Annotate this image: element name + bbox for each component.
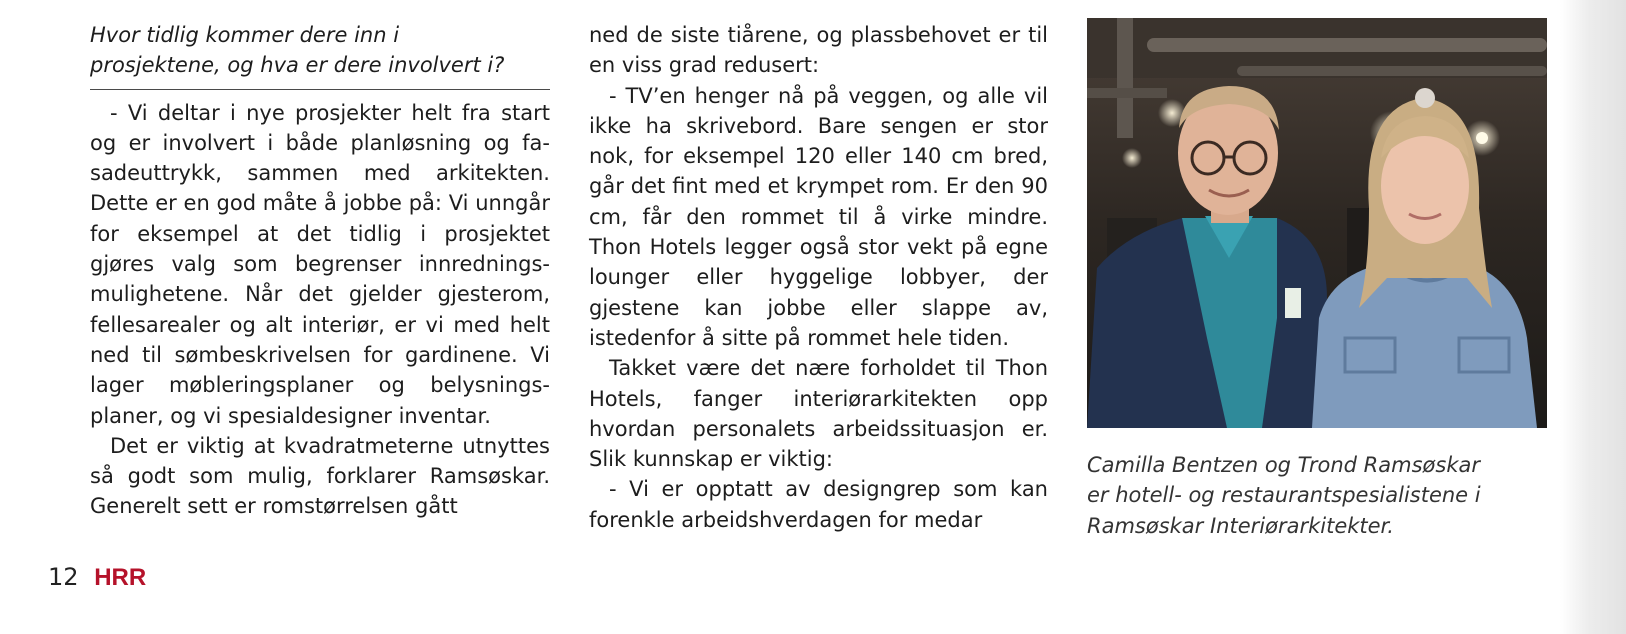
quote-paragraph: - Vi er opptatt av designgrep som kan forenkle arbeidshverdagen for medar — [589, 477, 1048, 532]
interview-question — [90, 20, 550, 90]
caption-line: Camilla Bentzen og Trond Ramsøskar — [1087, 453, 1480, 477]
caption-line: Ramsøskar Interiørarkitekter. — [1087, 513, 1394, 538]
question-line-2: prosjektene, og hva er dere involvert i? — [90, 53, 505, 78]
article-column-left — [90, 20, 550, 522]
body-paragraph: Takket være det nære forholdet til Thon Hotels, fanger interiørarkitekten opp hvordan personalets arbeidssituasjon er. Slik kunnskap er viktig: — [589, 356, 1048, 472]
quote-paragraph: - TV’en henger nå på veggen, og alle vil ikke ha skrivebord. Bare sengen er stor nok, for eksempel 120 eller 140 cm bred, går det fint med et krympet rom. Er den 90 cm, får den rommet til å virke mindre. Thon Hotels legger også stor vekt på egne lounger eller hyggelige lobbyer, der gjestene kan jobbe eller slappe av, istedenfor å sitte på rommet hele tiden. — [589, 83, 1048, 350]
caption-line: er hotell- og restaurantspesialistene i — [1087, 483, 1481, 508]
photo-caption — [1087, 450, 1557, 541]
portrait-photo-illustration — [1087, 18, 1547, 428]
page-number: 12 — [48, 563, 79, 591]
publication-logo: HRR — [94, 564, 147, 591]
answer-paragraph: - Vi deltar i nye prosjekter helt fra start og er involvert i både planløsning og fasadeuttrykk, sammen med arkitekten. Dette er en god måte å jobbe på: Vi unngår for eksempel at det tidlig i prosjektet gjøres valg som begrenser innredningsmulighetene. Når det gjelder gjesterom, fellesarealer og alt interiør, er vi med helt ned til sømbeskrivelsen for gardinene. Vi lager møbleringsplaner og belysningsplaner, og vi spesialdesigner inventar. — [90, 100, 550, 428]
question-line-1: Hvor tidlig kommer dere inn i — [90, 23, 400, 47]
article-column-middle — [589, 20, 1048, 535]
body-paragraph: ned de siste tiårene, og plassbehovet er til en viss grad redusert: — [589, 23, 1048, 78]
body-paragraph: Det er viktig at kvadratmeterne utnyttes så godt som mulig, forklarer Ramsøskar. Generelt sett er romstørrelsen gått — [90, 433, 550, 519]
portrait-photo — [1087, 18, 1547, 428]
page-footer — [48, 562, 146, 593]
